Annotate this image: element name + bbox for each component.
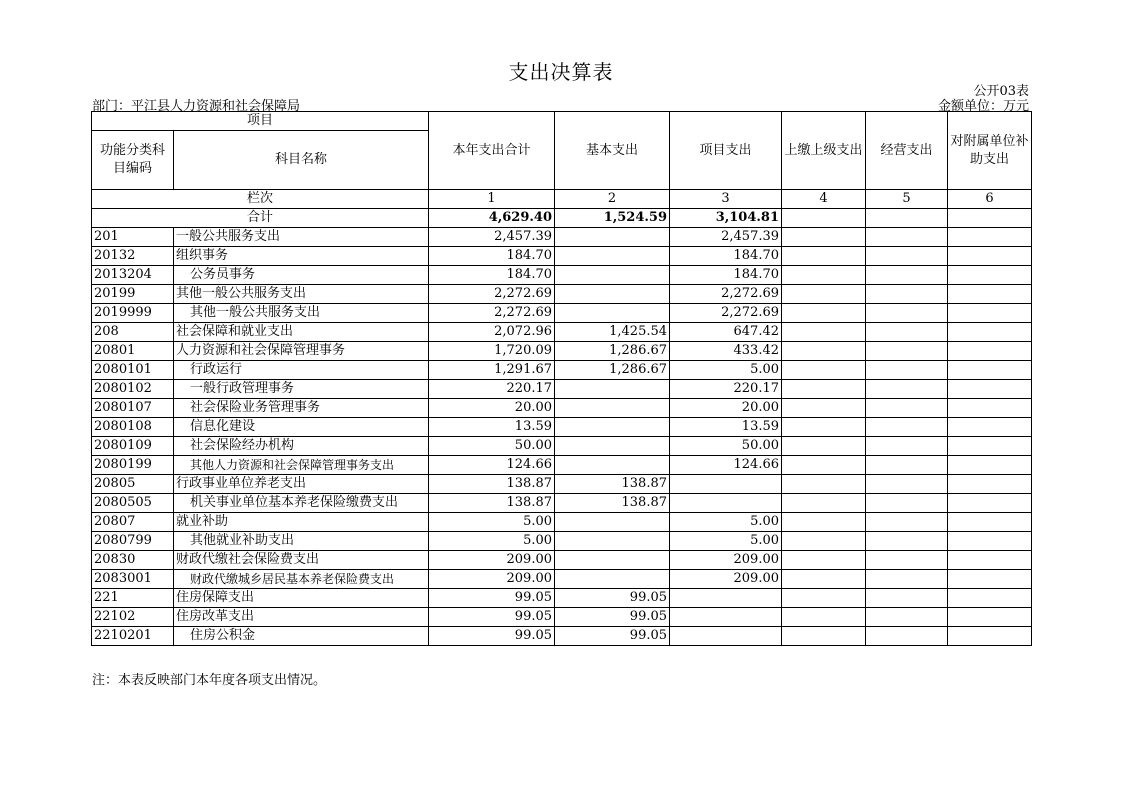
row-business — [866, 380, 948, 399]
row-code: 2080199 — [92, 456, 174, 475]
row-code: 201 — [92, 228, 174, 247]
row-code: 2019999 — [92, 304, 174, 323]
row-basic: 99.05 — [555, 608, 670, 627]
total-basic: 1,524.59 — [555, 209, 670, 228]
expenditure-table — [91, 111, 1032, 646]
table-row — [92, 342, 1032, 361]
row-total: 209.00 — [429, 570, 555, 589]
row-subsidy — [948, 589, 1032, 608]
row-basic — [555, 266, 670, 285]
table-row — [92, 380, 1032, 399]
row-name: 信息化建设 — [174, 418, 429, 437]
row-code: 221 — [92, 589, 174, 608]
row-upper — [782, 247, 866, 266]
row-upper — [782, 380, 866, 399]
row-basic — [555, 418, 670, 437]
row-subsidy — [948, 247, 1032, 266]
row-project-expense — [670, 627, 782, 646]
row-subsidy — [948, 228, 1032, 247]
row-upper — [782, 456, 866, 475]
row-basic: 1,286.67 — [555, 342, 670, 361]
row-total: 99.05 — [429, 589, 555, 608]
total-upper — [782, 209, 866, 228]
row-project-expense: 124.66 — [670, 456, 782, 475]
row-upper — [782, 627, 866, 646]
row-subsidy — [948, 494, 1032, 513]
row-business — [866, 589, 948, 608]
total-row — [92, 209, 1032, 228]
row-name: 其他人力资源和社会保障管理事务支出 — [174, 456, 429, 475]
row-code: 2080505 — [92, 494, 174, 513]
row-subsidy — [948, 266, 1032, 285]
row-project-expense: 209.00 — [670, 551, 782, 570]
row-business — [866, 513, 948, 532]
total-business — [866, 209, 948, 228]
row-project-expense: 5.00 — [670, 513, 782, 532]
row-project-expense: 209.00 — [670, 570, 782, 589]
row-code: 20801 — [92, 342, 174, 361]
row-name: 公务员事务 — [174, 266, 429, 285]
row-name: 组织事务 — [174, 247, 429, 266]
row-total: 1,291.67 — [429, 361, 555, 380]
row-upper — [782, 228, 866, 247]
row-name: 人力资源和社会保障管理事务 — [174, 342, 429, 361]
row-basic — [555, 247, 670, 266]
row-subsidy — [948, 627, 1032, 646]
row-subsidy — [948, 361, 1032, 380]
row-total: 50.00 — [429, 437, 555, 456]
row-business — [866, 266, 948, 285]
row-name: 机关事业单位基本养老保险缴费支出 — [174, 494, 429, 513]
row-code: 22102 — [92, 608, 174, 627]
row-business — [866, 627, 948, 646]
row-business — [866, 570, 948, 589]
row-business — [866, 551, 948, 570]
row-business — [866, 342, 948, 361]
row-basic: 138.87 — [555, 494, 670, 513]
row-total: 2,272.69 — [429, 285, 555, 304]
table-row — [92, 285, 1032, 304]
table-row — [92, 456, 1032, 475]
row-basic — [555, 399, 670, 418]
row-basic — [555, 456, 670, 475]
row-name: 社会保险业务管理事务 — [174, 399, 429, 418]
header-subsidy: 对附属单位补助支出 — [948, 112, 1032, 190]
table-row — [92, 228, 1032, 247]
row-name: 财政代缴城乡居民基本养老保险费支出 — [174, 570, 429, 589]
row-total: 99.05 — [429, 608, 555, 627]
row-business — [866, 437, 948, 456]
row-total: 13.59 — [429, 418, 555, 437]
row-name: 住房保障支出 — [174, 589, 429, 608]
header-project: 项目 — [92, 112, 429, 131]
row-upper — [782, 266, 866, 285]
row-project-expense: 220.17 — [670, 380, 782, 399]
department-label: 部门：平江县人力资源和社会保障局 — [92, 99, 301, 114]
page-title: 支出决算表 — [508, 60, 614, 84]
row-name: 一般公共服务支出 — [174, 228, 429, 247]
row-subsidy — [948, 475, 1032, 494]
row-upper — [782, 589, 866, 608]
table-row — [92, 475, 1032, 494]
row-total: 220.17 — [429, 380, 555, 399]
col-number: 2 — [555, 190, 670, 209]
row-upper — [782, 532, 866, 551]
row-project-expense: 647.42 — [670, 323, 782, 342]
row-project-expense: 2,272.69 — [670, 285, 782, 304]
row-business — [866, 247, 948, 266]
table-row — [92, 247, 1032, 266]
table-row — [92, 304, 1032, 323]
row-business — [866, 418, 948, 437]
header-upper: 上缴上级支出 — [782, 112, 866, 190]
row-basic — [555, 551, 670, 570]
row-code: 2210201 — [92, 627, 174, 646]
row-project-expense — [670, 608, 782, 627]
row-total: 138.87 — [429, 494, 555, 513]
row-basic — [555, 285, 670, 304]
row-subsidy — [948, 342, 1032, 361]
row-subsidy — [948, 532, 1032, 551]
row-project-expense: 2,457.39 — [670, 228, 782, 247]
row-total: 2,272.69 — [429, 304, 555, 323]
row-code: 20830 — [92, 551, 174, 570]
header-row-no: 栏次 — [92, 190, 429, 209]
table-row — [92, 494, 1032, 513]
col-number: 5 — [866, 190, 948, 209]
total-project-expense: 3,104.81 — [670, 209, 782, 228]
row-basic — [555, 380, 670, 399]
row-code: 20805 — [92, 475, 174, 494]
row-upper — [782, 418, 866, 437]
row-total: 2,457.39 — [429, 228, 555, 247]
row-total: 20.00 — [429, 399, 555, 418]
row-code: 2080109 — [92, 437, 174, 456]
row-upper — [782, 285, 866, 304]
row-basic — [555, 304, 670, 323]
row-total: 184.70 — [429, 266, 555, 285]
row-project-expense: 5.00 — [670, 532, 782, 551]
col-number: 6 — [948, 190, 1032, 209]
row-subsidy — [948, 513, 1032, 532]
row-subsidy — [948, 304, 1032, 323]
table-row — [92, 399, 1032, 418]
row-total: 209.00 — [429, 551, 555, 570]
row-project-expense: 50.00 — [670, 437, 782, 456]
row-project-expense — [670, 494, 782, 513]
row-upper — [782, 437, 866, 456]
row-name: 就业补助 — [174, 513, 429, 532]
header-project-expense: 项目支出 — [670, 112, 782, 190]
col-number: 4 — [782, 190, 866, 209]
table-row — [92, 570, 1032, 589]
row-upper — [782, 570, 866, 589]
row-code: 2013204 — [92, 266, 174, 285]
row-total: 124.66 — [429, 456, 555, 475]
row-business — [866, 361, 948, 380]
row-name: 财政代缴社会保险费支出 — [174, 551, 429, 570]
row-business — [866, 228, 948, 247]
row-basic: 99.05 — [555, 627, 670, 646]
table-row — [92, 418, 1032, 437]
row-basic — [555, 532, 670, 551]
row-project-expense: 184.70 — [670, 247, 782, 266]
row-upper — [782, 494, 866, 513]
row-total: 184.70 — [429, 247, 555, 266]
header-subject-name: 科目名称 — [174, 131, 429, 190]
table-row — [92, 266, 1032, 285]
row-project-expense: 184.70 — [670, 266, 782, 285]
table-row — [92, 589, 1032, 608]
row-project-expense: 13.59 — [670, 418, 782, 437]
row-name: 住房公积金 — [174, 627, 429, 646]
row-subsidy — [948, 456, 1032, 475]
row-business — [866, 608, 948, 627]
row-code: 2080108 — [92, 418, 174, 437]
table-row — [92, 323, 1032, 342]
row-basic — [555, 437, 670, 456]
row-subsidy — [948, 380, 1032, 399]
row-basic — [555, 570, 670, 589]
header-business: 经营支出 — [866, 112, 948, 190]
row-subsidy — [948, 323, 1032, 342]
row-code: 20807 — [92, 513, 174, 532]
col-number: 1 — [429, 190, 555, 209]
table-row — [92, 361, 1032, 380]
row-subsidy — [948, 551, 1032, 570]
row-business — [866, 494, 948, 513]
row-code: 2083001 — [92, 570, 174, 589]
row-upper — [782, 551, 866, 570]
row-name: 其他一般公共服务支出 — [174, 285, 429, 304]
table-note: 注：本表反映部门本年度各项支出情况。 — [92, 673, 327, 688]
row-subsidy — [948, 399, 1032, 418]
header-func-code: 功能分类科目编码 — [92, 131, 174, 190]
row-code: 2080799 — [92, 532, 174, 551]
row-name: 行政事业单位养老支出 — [174, 475, 429, 494]
row-business — [866, 304, 948, 323]
row-basic: 99.05 — [555, 589, 670, 608]
row-upper — [782, 513, 866, 532]
row-code: 2080101 — [92, 361, 174, 380]
row-project-expense — [670, 589, 782, 608]
row-basic: 1,425.54 — [555, 323, 670, 342]
row-code: 208 — [92, 323, 174, 342]
table-row — [92, 437, 1032, 456]
row-project-expense: 20.00 — [670, 399, 782, 418]
row-project-expense: 433.42 — [670, 342, 782, 361]
row-upper — [782, 475, 866, 494]
row-basic — [555, 228, 670, 247]
row-total: 138.87 — [429, 475, 555, 494]
row-total: 5.00 — [429, 513, 555, 532]
row-name: 一般行政管理事务 — [174, 380, 429, 399]
form-code: 公开03表 — [973, 84, 1029, 99]
table-row — [92, 532, 1032, 551]
table-row — [92, 627, 1032, 646]
row-upper — [782, 304, 866, 323]
row-subsidy — [948, 418, 1032, 437]
row-total: 99.05 — [429, 627, 555, 646]
row-total: 2,072.96 — [429, 323, 555, 342]
row-code: 2080107 — [92, 399, 174, 418]
table-row — [92, 608, 1032, 627]
row-name: 其他一般公共服务支出 — [174, 304, 429, 323]
header-basic: 基本支出 — [555, 112, 670, 190]
row-name: 社会保障和就业支出 — [174, 323, 429, 342]
row-business — [866, 323, 948, 342]
row-business — [866, 285, 948, 304]
row-code: 20199 — [92, 285, 174, 304]
row-subsidy — [948, 608, 1032, 627]
col-number: 3 — [670, 190, 782, 209]
row-business — [866, 475, 948, 494]
row-upper — [782, 323, 866, 342]
row-project-expense — [670, 475, 782, 494]
row-total: 5.00 — [429, 532, 555, 551]
total-total: 4,629.40 — [429, 209, 555, 228]
row-upper — [782, 608, 866, 627]
row-business — [866, 532, 948, 551]
row-basic: 138.87 — [555, 475, 670, 494]
row-name: 行政运行 — [174, 361, 429, 380]
row-code: 20132 — [92, 247, 174, 266]
total-subsidy — [948, 209, 1032, 228]
row-subsidy — [948, 285, 1032, 304]
table-row — [92, 551, 1032, 570]
row-subsidy — [948, 437, 1032, 456]
total-label: 合计 — [92, 209, 429, 228]
row-project-expense: 2,272.69 — [670, 304, 782, 323]
row-basic: 1,286.67 — [555, 361, 670, 380]
row-subsidy — [948, 570, 1032, 589]
row-upper — [782, 399, 866, 418]
row-business — [866, 399, 948, 418]
row-total: 1,720.09 — [429, 342, 555, 361]
table-row — [92, 513, 1032, 532]
row-upper — [782, 361, 866, 380]
row-name: 社会保险经办机构 — [174, 437, 429, 456]
header-total: 本年支出合计 — [429, 112, 555, 190]
row-project-expense: 5.00 — [670, 361, 782, 380]
row-business — [866, 456, 948, 475]
unit-label: 金额单位：万元 — [937, 99, 1029, 114]
row-name: 住房改革支出 — [174, 608, 429, 627]
row-upper — [782, 342, 866, 361]
row-basic — [555, 513, 670, 532]
row-name: 其他就业补助支出 — [174, 532, 429, 551]
row-code: 2080102 — [92, 380, 174, 399]
